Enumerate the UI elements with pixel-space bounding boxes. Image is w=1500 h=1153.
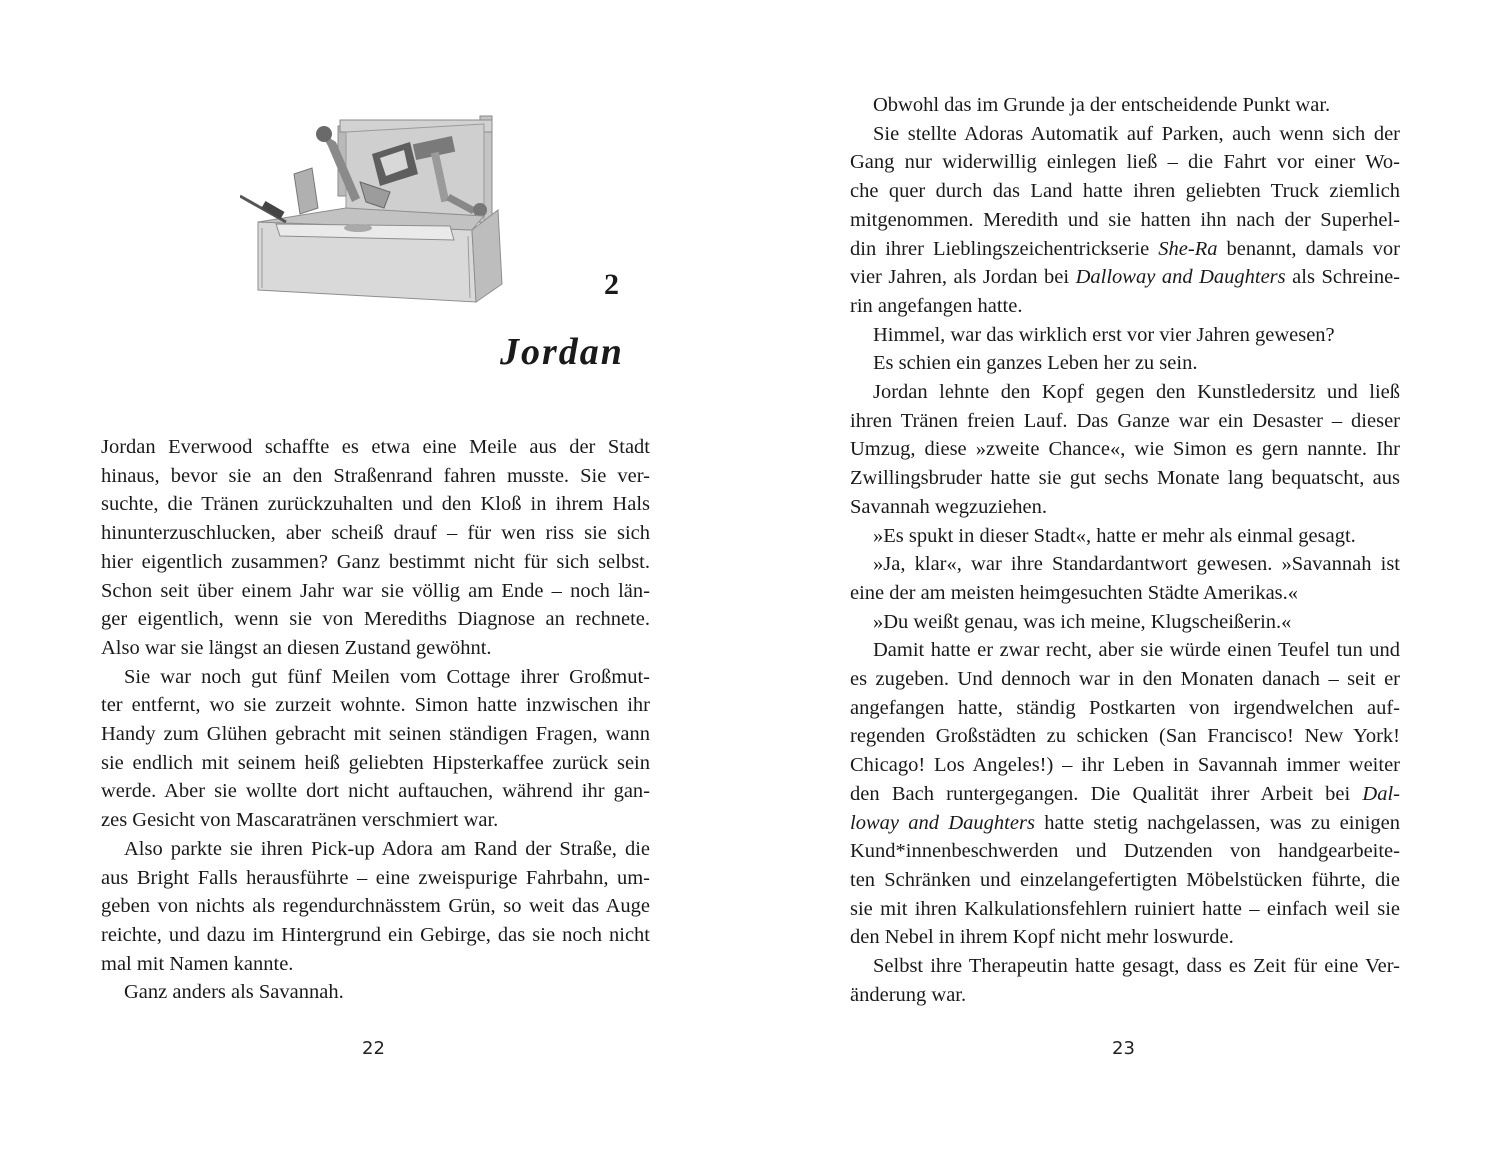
text-line: ten Schränken und einzelangefertigten Möbelstücken führte, die <box>850 868 1400 891</box>
text-line: mitgenommen. Meredith und sie hatten ihn nach der Superhel- <box>850 208 1400 231</box>
chapter-number: 2 <box>604 268 619 301</box>
text-line: Obwohl das im Grunde ja der entscheidende Punkt war. <box>873 94 1331 116</box>
text-line: Handy zum Glühen gebracht mit seinen ständigen Fragen, wann <box>101 723 650 745</box>
text-line: Sie stellte Adoras Automatik auf Parken, auch wenn sich der <box>873 122 1400 145</box>
text-line: din ihrer Lieblingszeichentrickserie She-Ra benannt, damals vor <box>850 237 1400 260</box>
text-line: Schon seit über einem Jahr war sie völlig am Ende – noch län- <box>101 579 650 602</box>
text-line: Also parkte sie ihren Pick-up Adora am Rand der Straße, die <box>124 837 650 860</box>
text-line: rin angefangen hatte. <box>850 294 1023 317</box>
text-line: Kund*innenbeschwerden und Dutzenden von handgearbeite- <box>850 840 1400 863</box>
text-line: Damit hatte er zwar recht, aber sie würde einen Teufel tun und <box>873 639 1400 662</box>
text-line: ter entfernt, wo sie zurzeit wohnte. Simon hatte inzwischen ihr <box>101 694 650 717</box>
text-line: vier Jahren, als Jordan bei Dalloway and Daughters als Schreine- <box>850 266 1400 289</box>
text-line: Himmel, war das wirklich erst vor vier Jahren gewesen? <box>873 323 1335 346</box>
text-line: eine der am meisten heimgesuchten Städte Amerikas.« <box>850 581 1299 604</box>
text-line: änderung war. <box>850 983 967 1006</box>
text-line: Selbst ihre Therapeutin hatte gesagt, dass es Zeit für eine Ver- <box>873 955 1400 977</box>
text-line: regenden Großstädten zu schicken (San Francisco! New York! <box>850 725 1400 748</box>
text-line: Jordan lehnte den Kopf gegen den Kunstledersitz und ließ <box>873 381 1400 403</box>
text-line: Savannah wegzuziehen. <box>850 495 1047 518</box>
text-line: den Bach runtergegangen. Die Qualität ihrer Arbeit bei Dal- <box>850 782 1400 805</box>
text-line: mal mit Namen kannte. <box>101 952 294 975</box>
page-number: 23 <box>1112 1038 1135 1059</box>
text-line: aus Bright Falls herausführte – eine zweispurige Fahrbahn, um- <box>101 866 650 889</box>
text-line: hinunterzuschlucken, aber scheiß drauf – für wen riss sie sich <box>101 522 650 545</box>
text-line: suchte, die Tränen zurückzuhalten und den Kloß in ihrem Hals <box>101 493 650 516</box>
right-page <box>750 0 1500 1153</box>
text-line: zes Gesicht von Mascaratränen verschmiert war. <box>101 809 499 832</box>
text-line: loway and Daughters hatte stetig nachgelassen, was zu einigen <box>850 811 1400 834</box>
text-line: reichte, und dazu im Hintergrund ein Gebirge, das sie noch nicht <box>101 923 650 946</box>
text-line: sie endlich mit seinem heiß geliebten Hipsterkaffee zurück sein <box>101 751 650 774</box>
text-line: Umzug, diese »zweite Chance«, wie Simon es gern nannte. Ihr <box>850 438 1400 461</box>
text-line: Sie war noch gut fünf Meilen vom Cottage ihrer Großmut- <box>124 665 650 688</box>
chapter-title: Jordan <box>500 331 624 373</box>
text-line: Ganz anders als Savannah. <box>124 981 344 1004</box>
text-line: werde. Aber sie wollte dort nicht auftauchen, während ihr gan- <box>101 780 650 803</box>
text-line: »Du weißt genau, was ich meine, Klugscheißerin.« <box>873 610 1292 633</box>
text-line: hinaus, bevor sie an den Straßenrand fahren musste. Sie ver- <box>101 464 650 487</box>
text-line: ihren Tränen freien Lauf. Das Ganze war ein Desaster – dieser <box>850 409 1400 432</box>
text-line: hier eigentlich zusammen? Ganz bestimmt nicht für sich selbst. <box>101 550 650 573</box>
text-line: ger eigentlich, wenn sie von Merediths Diagnose an rechnete. <box>101 608 650 631</box>
text-line: Gang nur widerwillig einlegen ließ – die Fahrt vor einer Wo- <box>850 151 1400 174</box>
text-line: Zwillingsbruder hatte sie gut sechs Monate lang bequatscht, aus <box>850 467 1400 490</box>
text-line: sie mit ihren Kalkulationsfehlern ruiniert hatte – einfach weil sie <box>850 897 1400 920</box>
page-number: 22 <box>362 1038 385 1059</box>
text-line: geben von nichts als regendurchnässtem Grün, so weit das Auge <box>101 895 650 918</box>
text-line: »Es spukt in dieser Stadt«, hatte er mehr als einmal gesagt. <box>873 524 1356 547</box>
text-line: Also war sie längst an diesen Zustand gewöhnt. <box>101 636 492 659</box>
text-line: Jordan Everwood schaffte es etwa eine Meile aus der Stadt <box>101 436 650 458</box>
text-line: »Ja, klar«, war ihre Standardantwort gewesen. »Savannah ist <box>873 553 1400 576</box>
toolbox-illustration <box>240 112 512 308</box>
text-line: Chicago! Los Angeles!) – ihr Leben in Savannah immer weiter <box>850 754 1400 777</box>
text-line: che quer durch das Land hatte ihren geliebten Truck ziemlich <box>850 180 1400 203</box>
text-line: den Nebel in ihrem Kopf nicht mehr loswurde. <box>850 926 1234 949</box>
text-line: Es schien ein ganzes Leben her zu sein. <box>873 352 1198 375</box>
text-line: angefangen hatte, ständig Postkarten von irgendwelchen auf- <box>850 696 1400 719</box>
text-line: es zugeben. Und dennoch war in den Monaten danach – seit er <box>850 668 1400 690</box>
